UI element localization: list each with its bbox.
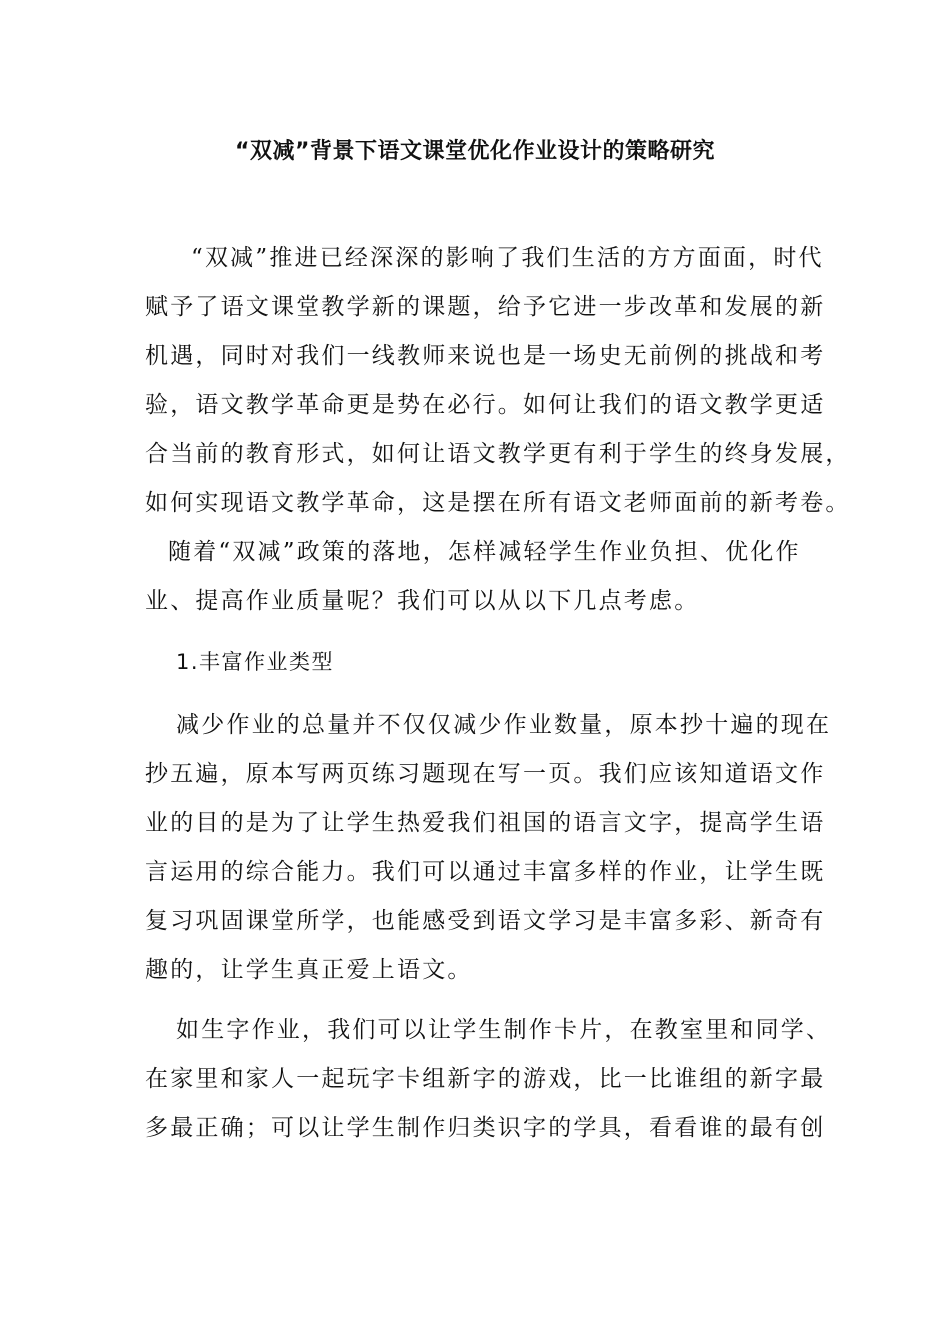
paragraph-line: 赋予了语文课堂教学新的课题，给予它进一步改革和发展的新 <box>145 294 826 320</box>
document-title: “双减”背景下语文课堂优化作业设计的策略研究 <box>235 139 715 164</box>
paragraph-line: 如生字作业，我们可以让学生制作卡片，在教室里和同学、 <box>176 1017 832 1043</box>
paragraph-line: 趣的，让学生真正爱上语文。 <box>145 957 473 983</box>
paragraph-line: 验，语文教学革命更是势在必行。如何让我们的语文教学更适 <box>145 392 826 418</box>
paragraph-line: 随着“双减”政策的落地，怎样减轻学生作业负担、优化作 <box>168 539 801 565</box>
paragraph-line: 业的目的是为了让学生热爱我们祖国的语言文字，提高学生语 <box>145 810 826 836</box>
paragraph-line: 在家里和家人一起玩字卡组新字的游戏，比一比谁组的新字最 <box>145 1066 826 1092</box>
paragraph-line: 抄五遍，原本写两页练习题现在写一页。我们应该知道语文作 <box>145 761 826 787</box>
section-heading: 1.丰富作业类型 <box>176 650 335 674</box>
paragraph-line: 如何实现语文教学革命，这是摆在所有语文老师面前的新考卷。 <box>145 490 851 516</box>
paragraph-line: 业、提高作业质量呢？我们可以从以下几点考虑。 <box>145 588 700 614</box>
paragraph-line: 复习巩固课堂所学，也能感受到语文学习是丰富多彩、新奇有 <box>145 908 826 934</box>
paragraph-line: 合当前的教育形式，如何让语文教学更有利于学生的终身发展， <box>145 441 851 467</box>
paragraph-line: “双减”推进已经深深的影响了我们生活的方方面面，时代 <box>191 245 824 271</box>
paragraph-line: 言运用的综合能力。我们可以通过丰富多样的作业，让学生既 <box>145 859 826 885</box>
paragraph-line: 多最正确；可以让学生制作归类识字的学具，看看谁的最有创 <box>145 1115 826 1141</box>
paragraph-line: 机遇，同时对我们一线教师来说也是一场史无前例的挑战和考 <box>145 343 826 369</box>
paragraph-line: 减少作业的总量并不仅仅减少作业数量，原本抄十遍的现在 <box>176 712 832 738</box>
